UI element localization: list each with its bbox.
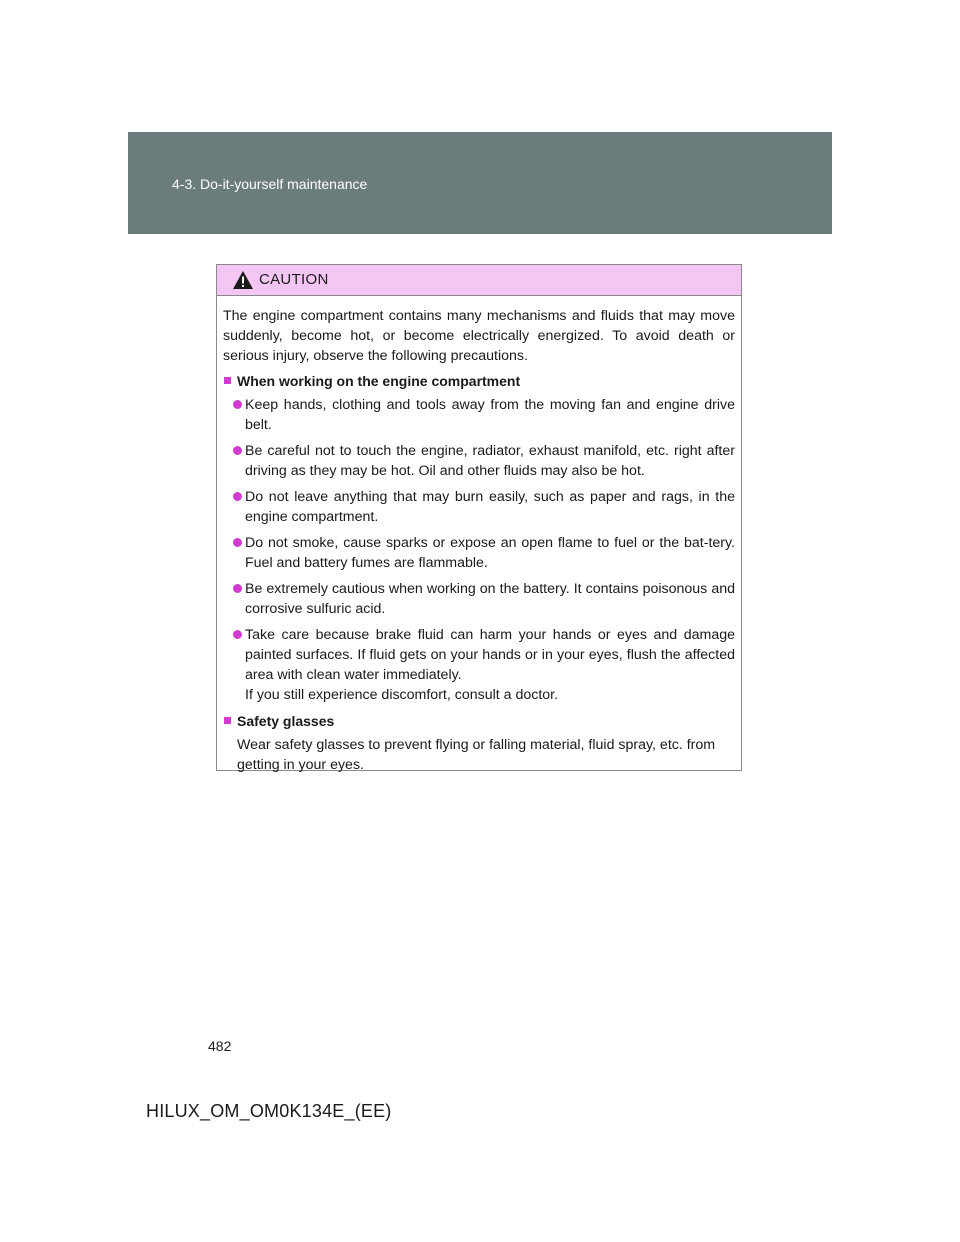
caution-header: [217, 265, 741, 296]
caution-title: CAUTION: [259, 271, 329, 288]
square-bullet-icon: [224, 377, 231, 384]
warning-triangle-icon: [232, 270, 254, 290]
dot-bullet-icon: [233, 538, 242, 547]
list-item-extra-text: If you still experience discomfort, consult a doctor.: [245, 687, 559, 703]
dot-bullet-icon: [233, 446, 242, 455]
section-heading-safety-glasses: [223, 711, 735, 731]
section-heading-text: Safety glasses: [237, 713, 335, 729]
list-item: [223, 579, 735, 619]
page-number: 482: [208, 1038, 232, 1054]
section-title: 4-3. Do-it-yourself maintenance: [172, 176, 368, 192]
dot-bullet-icon: [233, 630, 242, 639]
list-item-text: Do not leave anything that may burn easily, such as paper and rags, in the engine compartment.: [245, 489, 735, 525]
list-item-text: Keep hands, clothing and tools away from the moving fan and engine drive belt.: [245, 397, 735, 433]
safety-glasses-text: Wear safety glasses to prevent flying or falling material, fluid spray, etc. from getting in your eyes.: [237, 737, 716, 773]
section-heading-text: When working on the engine compartment: [237, 373, 521, 389]
section-heading-engine-compartment: [223, 371, 735, 391]
list-item-text: Take care because brake fluid can harm your hands or eyes and damage painted surfaces. If fluid gets on your hands or in your eyes, flush the affected area with clean water immediately.: [245, 627, 735, 683]
list-item-text: Be extremely cautious when working on the battery. It contains poisonous and corrosive sulfuric acid.: [245, 581, 735, 617]
caution-box: [216, 264, 742, 771]
list-item-text: Do not smoke, cause sparks or expose an open flame to fuel or the bat-tery. Fuel and battery fumes are flammable.: [245, 535, 735, 571]
list-item: [223, 625, 735, 705]
dot-bullet-icon: [233, 400, 242, 409]
list-item-text: Be careful not to touch the engine, radiator, exhaust manifold, etc. right after driving as they may be hot. Oil and other fluids may also be hot.: [245, 443, 735, 479]
dot-bullet-icon: [233, 492, 242, 501]
caution-intro: The engine compartment contains many mechanisms and fluids that may move suddenly, become hot, or become electrically energized. To avoid death or serious injury, observe the following precautions.: [223, 308, 735, 364]
square-bullet-icon: [224, 717, 231, 724]
document-code: HILUX_OM_OM0K134E_(EE): [146, 1101, 392, 1121]
section-header-band: [128, 132, 832, 234]
list-item: [223, 487, 735, 527]
dot-bullet-icon: [233, 584, 242, 593]
list-item: [223, 395, 735, 435]
list-item: [223, 533, 735, 573]
list-item: [223, 441, 735, 481]
caution-body: [217, 296, 741, 775]
